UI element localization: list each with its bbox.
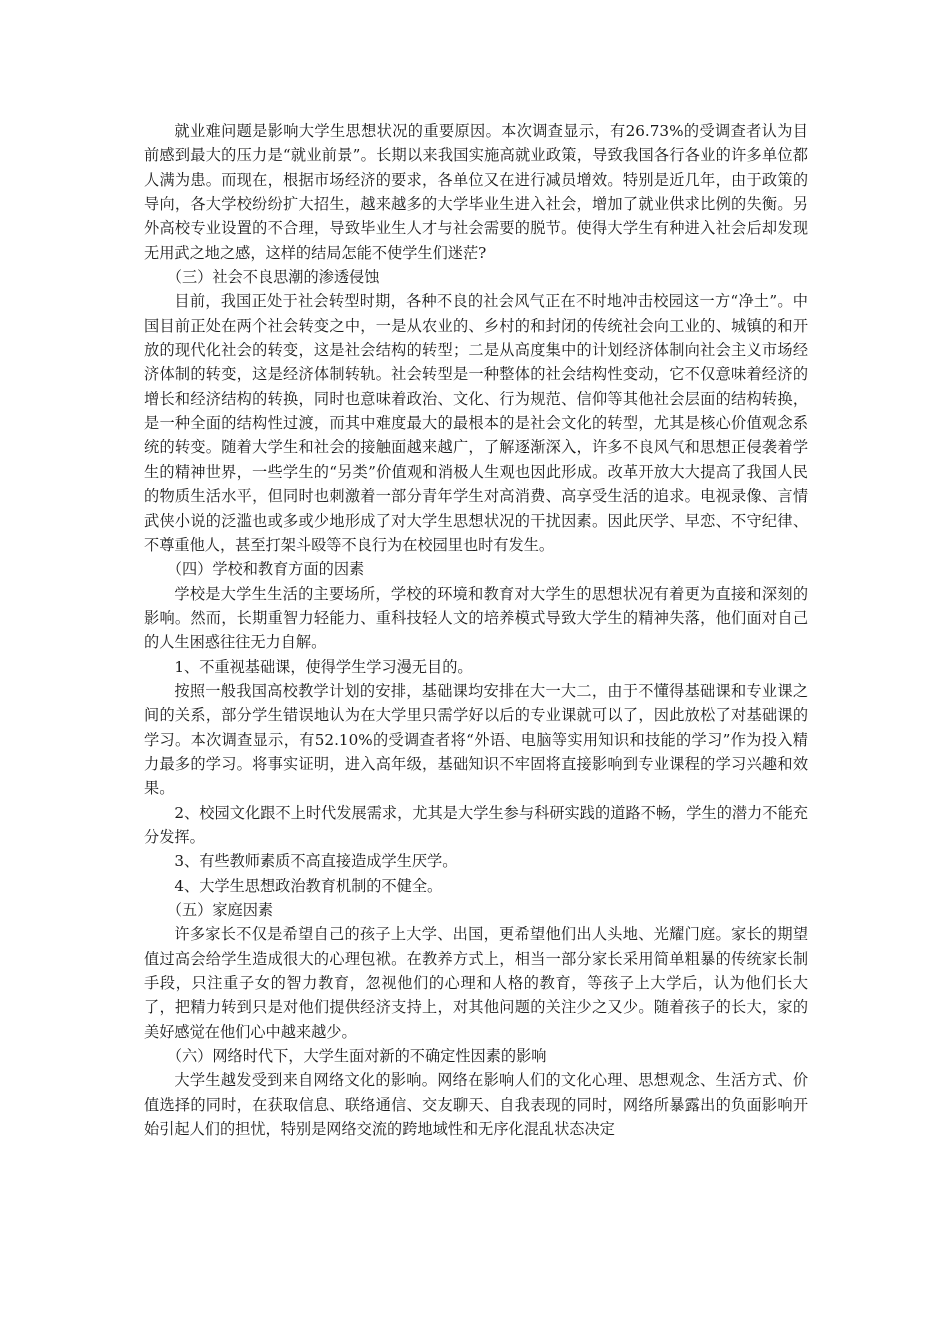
- list-item-3: 3、有些教师素质不高直接造成学生厌学。: [174, 852, 458, 871]
- paragraph-school-intro: 学校是大学生生活的主要场所，学校的环境和教育对大学生的思想状况有着更为直接和深刻的影响。然而，长期重智力轻能力、重科技轻人文的培养模式导致大学生的精神失落，他们面对自己的人生困惑往往无力自解。: [144, 584, 808, 652]
- paragraph-internet: 大学生越发受到来自网络文化的影响。网络在影响人们的文化心理、思想观念、生活方式、价值选择的同时，在获取信息、联络通信、交友聊天、自我表现的同时，网络所暴露出的负面影响开始引起人们的担忧，特别是网络交流的跨地域性和无序化混乱状态决定: [144, 1071, 808, 1139]
- section-heading-4: （四）学校和教育方面的因素: [166, 560, 365, 579]
- list-item-1: 1、不重视基础课，使得学生学习漫无目的。: [174, 657, 473, 676]
- paragraph-social-transition: 目前，我国正处于社会转型时期，各种不良的社会风气正在不时地冲击校园这一方“净土”。中国目前正处在两个社会转变之中，一是从农业的、乡村的和封闭的传统社会向工业的、城镇的和开放的现代化社会的转变，这是社会结构的转型；二是从高度集中的计划经济体制向社会主义市场经济体制的转变，这是经济体制转轨。社会转型是一种整体的社会结构性变动，它不仅意味着经济的增长和经济结构的转换，同时也意味着政治、文化、行为规范、信仰等其他社会层面的结构转换，是一种全面的结构性过渡，而其中难度最大的最根本的是社会文化的转型，尤其是核心价值观念系统的转变。随着大学生和社会的接触面越来越广，了解逐渐深入，许多不良风气和思想正侵袭着学生的精神世界，一些学生的“另类”价值观和消极人生观也因此形成。改革开放大大提高了我国人民的物质生活水平，但同时也刺激着一部分青年学生对高消费、高享受生活的追求。电视录像、言情武侠小说的泛滥也或多或少地形成了对大学生思想状况的干扰因素。因此厌学、早恋、不守纪律、不尊重他人，甚至打架斗殴等不良行为在校园里也时有发生。: [144, 292, 808, 554]
- list-item-4: 4、大学生思想政治教育机制的不健全。: [174, 876, 443, 895]
- section-heading-3: （三）社会不良思潮的渗透侵蚀: [166, 268, 380, 287]
- section-heading-5: （五）家庭因素: [166, 901, 274, 919]
- paragraph-employment: 就业难问题是影响大学生思想状况的重要原因。本次调查显示，有26.73%的受调查者认为目前感到最大的压力是“就业前景”。长期以来我国实施高就业政策，导致我国各行各业的许多单位都人满为患。而现在，根据市场经济的要求，各单位又在进行减员增效。特别是近几年，由于政策的导向，各大学校纷纷扩大招生，越来越多的大学毕业生进入社会，增加了就业供求比例的失衡。另外高校专业设置的不合理，导致毕业生人才与社会需要的脱节。使得大学生有种进入社会后却发现无用武之地之感，这样的结局怎能不使学生们迷茫?: [144, 122, 808, 262]
- paragraph-basic-courses: 按照一般我国高校教学计划的安排，基础课均安排在大一大二，由于不懂得基础课和专业课之间的关系，部分学生错误地认为在大学里只需学好以后的专业课就可以了，因此放松了对基础课的学习。本次调查显示，有52.10%的受调查者将“外语、电脑等实用知识和技能的学习”作为投入精力最多的学习。将事实证明，进入高年级，基础知识不牢固将直接影响到专业课程的学习兴趣和效果。: [144, 681, 808, 798]
- paragraph-family: 许多家长不仅是希望自己的孩子上大学、出国，更希望他们出人头地、光耀门庭。家长的期望值过高会给学生造成很大的心理包袱。在教养方式上，相当一部分家长采用简单粗暴的传统家长制手段，只注重子女的智力教育，忽视他们的心理和人格的教育，等孩子上大学后，认为他们长大了，把精力转到只是对他们提供经济支持上，对其他问题的关注少之又少。随着孩子的长大，家的美好感觉在他们心中越来越少。: [144, 925, 808, 1041]
- document-body: [144, 119, 808, 1141]
- list-item-2: 2、校园文化跟不上时代发展需求，尤其是大学生参与科研实践的道路不畅，学生的潜力不能充分发挥。: [144, 803, 808, 846]
- section-heading-6: （六）网络时代下，大学生面对新的不确定性因素的影响: [166, 1047, 547, 1066]
